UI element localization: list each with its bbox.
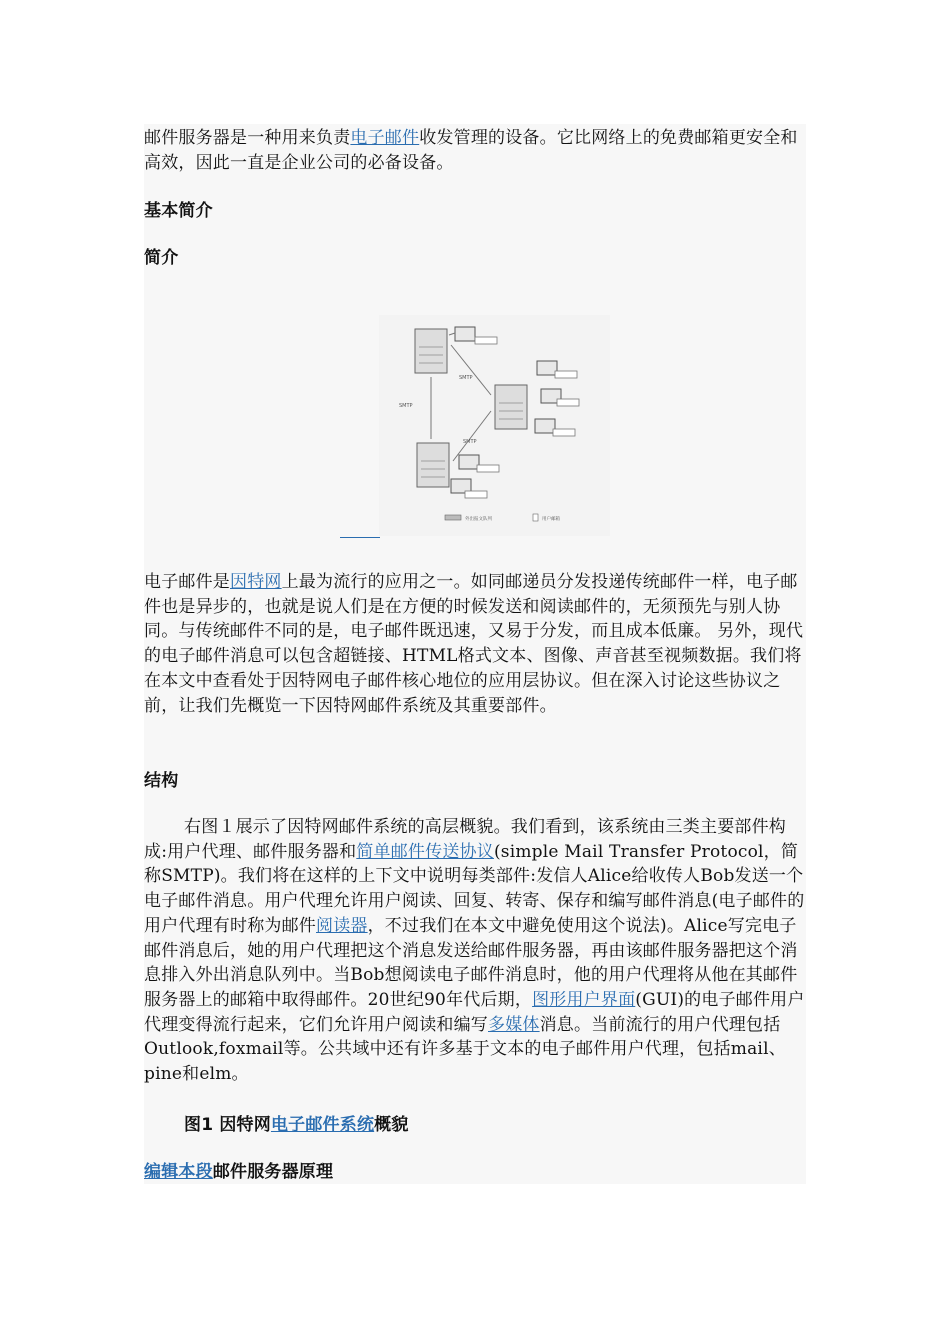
multimedia-link[interactable]: 多媒体 [488,1014,540,1035]
legend-queue-swatch [445,515,461,520]
reader-link[interactable]: 阅读器 [316,915,368,936]
gui-link[interactable]: 图形用户界面 [532,989,636,1010]
heading-structure: 结构 [144,771,179,791]
section-title: 邮件服务器原理 [212,1162,334,1182]
email-system-link[interactable]: 电子邮件系统 [270,1115,375,1135]
figure-caption [144,1113,806,1138]
smtp-label-3: SMTP [463,439,477,445]
para2-text-c: ，不过我们在本文中避免使用这个说法)。Alice写完电子邮件消息后，她的用户代理把这个消息发送给邮件服务器，再由该邮件服务器把这个消息排入外出消息队列中。当Bob想阅读电子邮件消息时，他的用户代理将从他在其邮件服务器上的邮箱中取得邮件。20世纪90年代后期， [144,915,798,1010]
paragraph-structure [144,815,806,1087]
diagram-svg [379,315,610,536]
legend-mailbox-label: 用户邮箱 [542,517,560,522]
para1-text-b: 上最为流行的应用之一。如同邮递员分发投递传统邮件一样，电子邮件也是异步的，也就是说人们是在方便的时候发送和阅读邮件的，无须预先与别人协同。与传统邮件不同的是，电子邮件既迅速，又易于分发，而且成本低廉。 另外，现代的电子邮件消息可以包含超链接、HTML格式文本、图像、声音甚至视频数据。我们将在本文中查看处于因特网电子邮件核心地位的应用层协议。但在深入讨论这些协议之前，让我们先概览一下因特网邮件系统及其重要部件。 [144,572,804,716]
figcaption-text-b: 概貌 [374,1115,409,1135]
para1-text-a: 电子邮件是 [144,572,230,592]
section-heading-principle [144,1160,806,1185]
smtp-label-2: SMTP [399,403,413,409]
email-system-diagram [379,315,610,536]
intro-text-b: 收发管理的设备。它比网络上的免费邮箱更安全和高效，因此一直是企业公司的必备设备。 [144,128,798,173]
heading-intro: 简介 [144,248,179,268]
email-link[interactable]: 电子邮件 [350,128,420,148]
para2-text-a: 右图１展示了因特网邮件系统的高层概貌。我们看到，该系统由三类主要部件构成:用户代理、邮件服务器和 [144,817,786,862]
internet-link[interactable]: 因特网 [230,572,282,592]
smtp-link[interactable]: 简单邮件传送协议 [356,841,494,862]
legend-queue-label: 外出报文队列 [465,517,492,522]
legend-mailbox-swatch [533,514,538,521]
para2-text-d: (GUI)的电子邮件用户代理变得流行起来，它们允许用户阅读和编写 [144,989,805,1035]
para2-text-b: (simple Mail Transfer Protocol，简称SMTP)。我们将在这样的上下文中说明每类部件:发信人Alice给收传人Bob发送一个电子邮件消息。用户代理允许用户阅读、回复、转寄、保存和编写邮件消息(电子邮件的用户代理有时称为邮件 [144,841,805,936]
para2-text-e: 消息。当前流行的用户代理包括Outlook,foxmail等。公共域中还有许多基于文本的电子邮件用户代理，包括mail、pine和elm。 [144,1014,786,1085]
paragraph-email-overview [144,570,806,718]
intro-text-a: 邮件服务器是一种用来负责 [144,128,351,148]
image-link-underline[interactable] [340,537,380,538]
figcaption-text-a: 图1 因特网 [184,1115,271,1135]
smtp-label-1: SMTP [459,375,473,381]
heading-basic: 基本简介 [144,201,213,221]
edit-section-link[interactable]: 编辑本段 [144,1162,213,1182]
intro-paragraph [144,126,806,175]
